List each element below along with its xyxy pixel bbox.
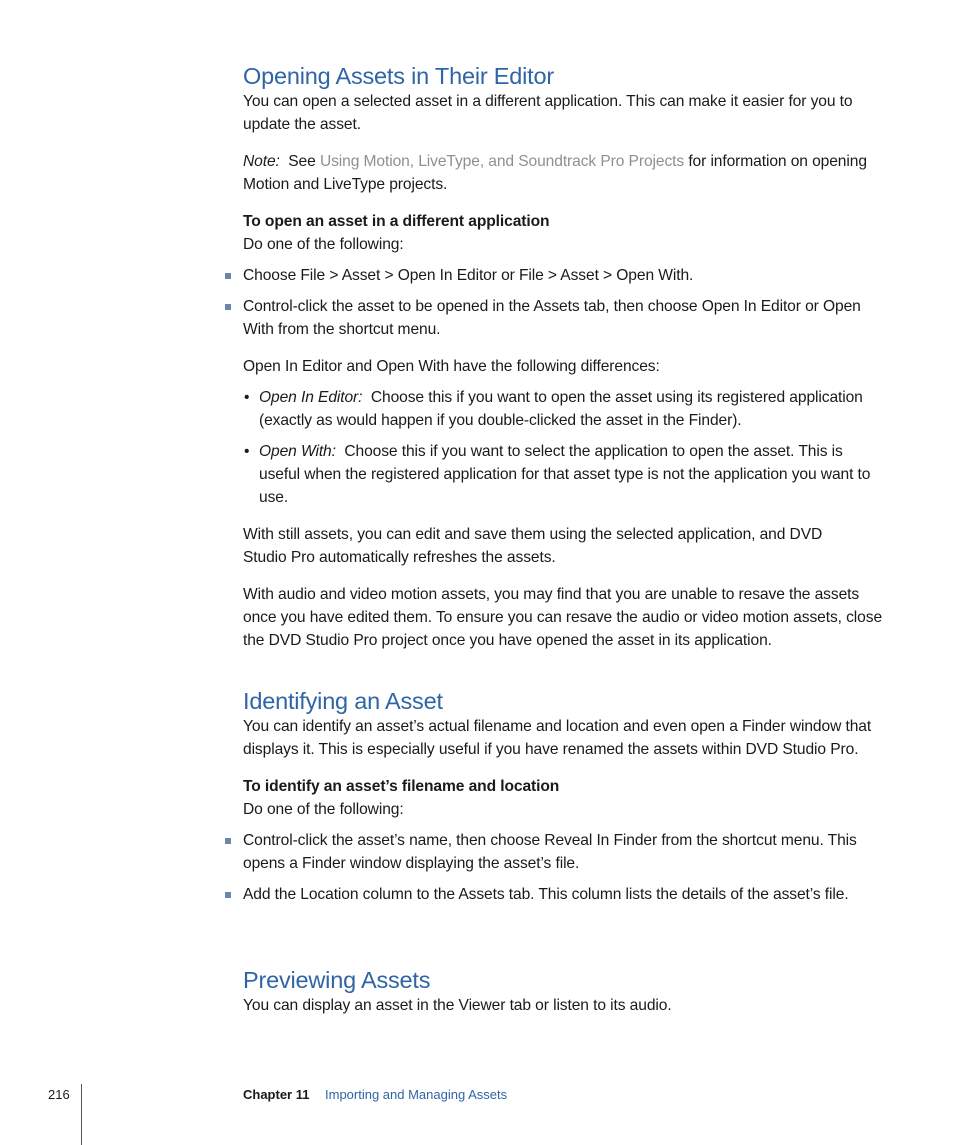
footer-divider bbox=[81, 1084, 82, 1145]
square-bullet-icon bbox=[225, 838, 231, 844]
note-label: Note: bbox=[243, 153, 280, 170]
chapter-label: Chapter 11 bbox=[243, 1087, 310, 1102]
square-bullet-icon bbox=[225, 273, 231, 279]
heading-identifying-asset: Identifying an Asset bbox=[243, 688, 443, 714]
para-still-assets: With still assets, you can edit and save them using the selected application, and DVD Studio Pro automatically refreshes the assets. bbox=[243, 526, 823, 566]
page-number: 216 bbox=[48, 1087, 70, 1102]
dot-bullet-icon: • bbox=[244, 389, 250, 406]
section-identifying-asset bbox=[243, 687, 883, 906]
heading-opening-assets: Opening Assets in Their Editor bbox=[243, 63, 554, 89]
heading-previewing-assets: Previewing Assets bbox=[243, 967, 431, 993]
list-item bbox=[243, 264, 883, 287]
list-item-text: Add the Location column to the Assets tab. This column lists the details of the asset’s file. bbox=[243, 886, 849, 903]
note-post: for information on opening Motion and LiveType projects. bbox=[243, 153, 867, 193]
square-bullet-icon bbox=[225, 304, 231, 310]
para-audio-assets: With audio and video motion assets, you may find that you are unable to resave the assets once you have edited them. To ensure you can resave the audio or video motion assets, close the DVD Studio Pro project once you have opened the asset in its application. bbox=[243, 586, 883, 649]
square-bullet-icon bbox=[225, 892, 231, 898]
term-description: Choose this if you want to select the application to open the asset. This is useful when the registered application for that asset type is not the application you want to use. bbox=[259, 443, 871, 506]
list-item-text: Choose File > Asset > Open In Editor or File > Asset > Open With. bbox=[243, 267, 694, 284]
dot-bullet-icon: • bbox=[244, 443, 250, 460]
list-item bbox=[243, 883, 883, 906]
section-previewing-assets bbox=[243, 966, 883, 1017]
previewing-intro: You can display an asset in the Viewer tab or listen to its audio. bbox=[243, 997, 672, 1014]
list-item bbox=[243, 440, 883, 509]
identifying-intro: You can identify an asset’s actual filename and location and even open a Finder window that displays it. This is especially useful if you have renamed the assets within DVD Studio Pro. bbox=[243, 718, 872, 758]
term-open-in-editor: Open In Editor: bbox=[259, 389, 363, 406]
term-description: Choose this if you want to open the asset using its registered application (exactly as would happen if you double-clicked the asset in the Finder). bbox=[259, 389, 863, 429]
opening-intro: You can open a selected asset in a different application. This can make it easier for you to update the asset. bbox=[243, 93, 853, 133]
note-link[interactable]: Using Motion, LiveType, and Soundtrack Pro Projects bbox=[319, 153, 685, 170]
task-heading-identify: To identify an asset’s filename and location bbox=[243, 778, 560, 795]
list-item bbox=[243, 295, 883, 341]
chapter-title: Importing and Managing Assets bbox=[325, 1087, 508, 1102]
term-open-with: Open With: bbox=[259, 443, 336, 460]
list-item-text: Control-click the asset to be opened in the Assets tab, then choose Open In Editor or Open With from the shortcut menu. bbox=[243, 298, 861, 338]
note-paragraph bbox=[243, 150, 883, 196]
list-item bbox=[243, 386, 883, 432]
note-pre: See bbox=[288, 153, 316, 170]
list-item-text: Control-click the asset’s name, then choose Reveal In Finder from the shortcut menu. This opens a Finder window displaying the asset’s file. bbox=[243, 832, 857, 872]
list-item bbox=[243, 829, 883, 875]
diff-intro: Open In Editor and Open With have the following differences: bbox=[243, 358, 660, 375]
section-opening-assets bbox=[243, 62, 883, 652]
task-lead-open: Do one of the following: bbox=[243, 236, 404, 253]
task-lead-identify: Do one of the following: bbox=[243, 801, 404, 818]
task-heading-open: To open an asset in a different application bbox=[243, 213, 550, 230]
